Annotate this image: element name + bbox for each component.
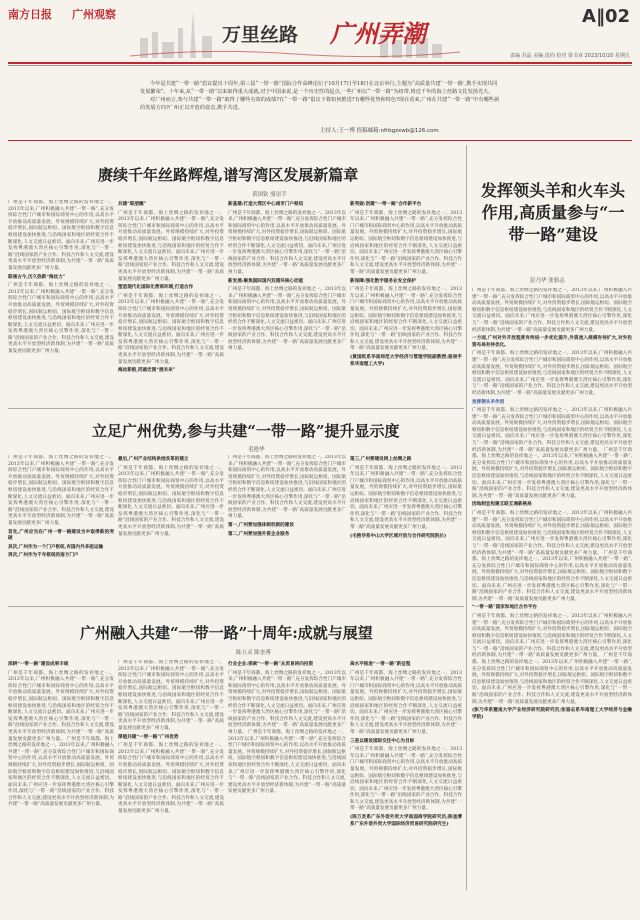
masthead-rule	[8, 62, 632, 64]
divider	[8, 408, 464, 409]
article2-note: (毛艳华系中山大学区域开放与合作研究院院长)	[350, 533, 447, 539]
sidebar-byline: 彭乃华 张骆志	[530, 278, 565, 284]
article3-subhead: 行业企业:探索“一带一路”从贸易转向投资	[228, 662, 314, 667]
editor-meta: 责编 苏晶 美编 段尚 校对 梁书章 2023/10/20 星期五	[510, 53, 630, 59]
host-contact: 主持人:王一博 投稿邮箱:nfrbgzxwb@126.com	[320, 128, 439, 134]
sidebar-subhead: 发挥领头羊作用	[472, 399, 505, 405]
sidebar-subhead: 因地制宜构建互联互通新格局	[472, 502, 532, 508]
article2-subhead: 第一,广州要加强体制机制的建设	[228, 522, 294, 528]
article3-col1: 深耕“一带一路”建设成果丰硕 广州是千年商都、海上丝绸之路的发祥地之一。2013年以来,广州积极融入共建“一带一路”,充分发挥综合性门户城市和国际商贸中心的作用,以高水平开放推动高质量发展。外贸规模持续扩大,对外投资稳步增长,国际航运枢纽、国际航空枢纽和数字信息枢纽建设加快推进,与沿线国家和地区的经贸合作不断深化,人文交流日益密切。面向未来,广州应进一步发挥粤港澳大湾区核心引擎作用,深化与“一带一路”沿线国家的产业合作、科技合作和人文交流,建设更高水平开放型经济新体制,为共建“一带一路”高质量发展贡献更多广州力量。 广州是千年商都、海上丝绸之路的发祥地之一。2013年以来,广州积极融入共建“一带一路”,充分发挥综合性门户城市和国际商贸中心的作用,以高水平开放推动高质量发展。外贸规模持续扩大,对外投资稳步增长,国际航运枢纽、国际航空枢纽和数字信息枢纽建设加快推进,与沿线国家和地区的经贸合作不断深化,人文交流日益密切。面向未来,广州应进一步发挥粤港澳大湾区核心引擎作用,深化与“一带一路”沿线国家的产业合作、科技合作和人文交流,建设更高水平开放型经济新体制,为共建“一带一路”高质量发展贡献更多广州力量。	[8, 662, 114, 808]
intro-block	[140, 80, 500, 112]
sidebar-body: 广州是千年商都、海上丝绸之路的发祥地之一。2013年以来,广州积极融入共建“一带一路”,充分发挥综合性门户城市和国际商贸中心的作用,以高水平开放推动高质量发展。外贸规模持续扩大,对外投资稳步增长,国际航运枢纽、国际航空枢纽和数字信息枢纽建设加快推进,与沿线国家和地区的经贸合作不断深化,人文交流日益密切。面向未来,广州应进一步发挥粤港澳大湾区核心引擎作用,深化与“一带一路”沿线国家的产业合作、科技合作和人文交流,建设更高水平开放型经济新体制,为共建“一带一路”高质量发展贡献更多广州力量。 一方面,广州对外开放程度有待进一步优化提升,外资流入规模有待扩大,对外投资布局有待优化。 广州是千年商都、海上丝绸之路的发祥地之一。2013年以来,广州积极融入共建“一带一路”,充分发挥综合性门户城市和国际商贸中心的作用,以高水平开放推动高质量发展。外贸规模持续扩大,对外投资稳步增长,国际航运枢纽、国际航空枢纽和数字信息枢纽建设加快推进,与沿线国家和地区的经贸合作不断深化,人文交流日益密切。面向未来,广州应进一步发挥粤港澳大湾区核心引擎作用,深化与“一带一路”沿线国家的产业合作、科技合作和人文交流,建设更高水平开放型经济新体制,为共建“一带一路”高质量发展贡献更多广州力量。 发挥领头羊作用 广州是千年商都、海上丝绸之路的发祥地之一。2013年以来,广州积极融入共建“一带一路”,充分发挥综合性门户城市和国际商贸中心的作用,以高水平开放推动高质量发展。外贸规模持续扩大,对外投资稳步增长,国际航运枢纽、国际航空枢纽和数字信息枢纽建设加快推进,与沿线国家和地区的经贸合作不断深化,人文交流日益密切。面向未来,广州应进一步发挥粤港澳大湾区核心引擎作用,深化与“一带一路”沿线国家的产业合作、科技合作和人文交流,建设更高水平开放型经济新体制,为共建“一带一路”高质量发展贡献更多广州力量。 广州是千年商都、海上丝绸之路的发祥地之一。2013年以来,广州积极融入共建“一带一路”,充分发挥综合性门户城市和国际商贸中心的作用,以高水平开放推动高质量发展。外贸规模持续扩大,对外投资稳步增长,国际航运枢纽、国际航空枢纽和数字信息枢纽建设加快推进,与沿线国家和地区的经贸合作不断深化,人文交流日益密切。面向未来,广州应进一步发挥粤港澳大湾区核心引擎作用,深化与“一带一路”沿线国家的产业合作、科技合作和人文交流,建设更高水平开放型经济新体制,为共建“一带一路”高质量发展贡献更多广州力量。 因地制宜构建互联互通新格局 广州是千年商都、海上丝绸之路的发祥地之一。2013年以来,广州积极融入共建“一带一路”,充分发挥综合性门户城市和国际商贸中心的作用,以高水平开放推动高质量发展。外贸规模持续扩大,对外投资稳步增长,国际航运枢纽、国际航空枢纽和数字信息枢纽建设加快推进,与沿线国家和地区的经贸合作不断深化,人文交流日益密切。面向未来,广州应进一步发挥粤港澳大湾区核心引擎作用,深化与“一带一路”沿线国家的产业合作、科技合作和人文交流,建设更高水平开放型经济新体制,为共建“一带一路”高质量发展贡献更多广州力量。 广州是千年商都、海上丝绸之路的发祥地之一。2013年以来,广州积极融入共建“一带一路”,充分发挥综合性门户城市和国际商贸中心的作用,以高水平开放推动高质量发展。外贸规模持续扩大,对外投资稳步增长,国际航运枢纽、国际航空枢纽和数字信息枢纽建设加快推进,与沿线国家和地区的经贸合作不断深化,人文交流日益密切。面向未来,广州应进一步发挥粤港澳大湾区核心引擎作用,深化与“一带一路”沿线国家的产业合作、科技合作和人文交流,建设更高水平开放型经济新体制,为共建“一带一路”高质量发展贡献更多广州力量。 “一带一路”国家和地区合作平台 广州是千年商都、海上丝绸之路的发祥地之一。2013年以来,广州积极融入共建“一带一路”,充分发挥综合性门户城市和国际商贸中心的作用,以高水平开放推动高质量发展。外贸规模持续扩大,对外投资稳步增长,国际航运枢纽、国际航空枢纽和数字信息枢纽建设加快推进,与沿线国家和地区的经贸合作不断深化,人文交流日益密切。面向未来,广州应进一步发挥粤港澳大湾区核心引擎作用,深化与“一带一路”沿线国家的产业合作、科技合作和人文交流,建设更高水平开放型经济新体制,为共建“一带一路”高质量发展贡献更多广州力量。 广州是千年商都、海上丝绸之路的发祥地之一。2013年以来,广州积极融入共建“一带一路”,充分发挥综合性门户城市和国际商贸中心的作用,以高水平开放推动高质量发展。外贸规模持续扩大,对外投资稳步增长,国际航运枢纽、国际航空枢纽和数字信息枢纽建设加快推进,与沿线国家和地区的经贸合作不断深化,人文交流日益密切。面向未来,广州应进一步发挥粤港澳大湾区核心引擎作用,深化与“一带一路”沿线国家的产业合作、科技合作和人文交流,建设更高水平开放型经济新体制,为共建“一带一路”高质量发展贡献更多广州力量。 (彭乃华系暨南大学产业经济研究院研究员;张骆志系华南理工大学经济与金融学院)	[472, 288, 632, 720]
article3-subhead: 厚植共建“一带一路”广州优势	[118, 734, 179, 740]
article2-col2: 最后,广州产业结构供给改革的建立 广州是千年商都、海上丝绸之路的发祥地之一。2013年以来,广州积极融入共建“一带一路”,充分发挥综合性门户城市和国际商贸中心的作用,以高水平开放推动高质量发展。外贸规模持续扩大,对外投资稳步增长,国际航运枢纽、国际航空枢纽和数字信息枢纽建设加快推进,与沿线国家和地区的经贸合作不断深化,人文交流日益密切。面向未来,广州应进一步发挥粤港澳大湾区核心引擎作用,深化与“一带一路”沿线国家的产业合作、科技合作和人文交流,建设更高水平开放型经济新体制,为共建“一带一路”高质量发展贡献更多广州力量。	[118, 457, 224, 537]
article1-subhead: 新突破:创建“一带一路”合作新平台	[350, 202, 422, 207]
sidebar-subhead: “一带一路”国家和地区合作平台	[472, 605, 538, 611]
article1-col4: 新突破:创建“一带一路”合作新平台 广州是千年商都、海上丝绸之路的发祥地之一。2013年以来,广州积极融入共建“一带一路”,充分发挥综合性门户城市和国际商贸中心的作用,以高水平开放推动高质量发展。外贸规模持续扩大,对外投资稳步增长,国际航运枢纽、国际航空枢纽和数字信息枢纽建设加快推进,与沿线国家和地区的经贸合作不断深化,人文交流日益密切。面向未来,广州应进一步发挥粤港澳大湾区核心引擎作用,深化与“一带一路”沿线国家的产业合作、科技合作和人文交流,建设更高水平开放型经济新体制,为共建“一带一路”高质量发展贡献更多广州力量。 新保障:强化数字服务业安全保护 广州是千年商都、海上丝绸之路的发祥地之一。2013年以来,广州积极融入共建“一带一路”,充分发挥综合性门户城市和国际商贸中心的作用,以高水平开放推动高质量发展。外贸规模持续扩大,对外投资稳步增长,国际航运枢纽、国际航空枢纽和数字信息枢纽建设加快推进,与沿线国家和地区的经贸合作不断深化,人文交流日益密切。面向未来,广州应进一步发挥粤港澳大湾区核心引擎作用,深化与“一带一路”沿线国家的产业合作、科技合作和人文交流,建设更高水平开放型经济新体制,为共建“一带一路”高质量发展贡献更多广州力量。 (黄国钦系华南师范大学经济与管理学院副教授;骆崇手系华南理工大学)	[350, 202, 462, 367]
article3-subhead: 三是以建设国际交往中心为目标	[350, 738, 415, 744]
divider	[8, 606, 464, 607]
article1-subhead: 共建“联朋圈”	[118, 202, 147, 207]
article2-subhead: 第二,广州要加强外资企业服务	[228, 531, 290, 537]
article2-subhead: 第三,广州要建设网上丝绸之路	[350, 457, 412, 462]
section-name: 广州观察	[72, 8, 116, 21]
article1-col2: 共建“联朋圈” 广州是千年商都、海上丝绸之路的发祥地之一。2013年以来,广州积极融入共建“一带一路”,充分发挥综合性门户城市和国际商贸中心的作用,以高水平开放推动高质量发展。外贸规模持续扩大,对外投资稳步增长,国际航运枢纽、国际航空枢纽和数字信息枢纽建设加快推进,与沿线国家和地区的经贸合作不断深化,人文交流日益密切。面向未来,广州应进一步发挥粤港澳大湾区核心引擎作用,深化与“一带一路”沿线国家的产业合作、科技合作和人文交流,建设更高水平开放型经济新体制,为共建“一带一路”高质量发展贡献更多广州力量。 塑造现代化国际化营商环境,打造合作 广州是千年商都、海上丝绸之路的发祥地之一。2013年以来,广州积极融入共建“一带一路”,充分发挥综合性门户城市和国际商贸中心的作用,以高水平开放推动高质量发展。外贸规模持续扩大,对外投资稳步增长,国际航运枢纽、国际航空枢纽和数字信息枢纽建设加快推进,与沿线国家和地区的经贸合作不断深化,人文交流日益密切。面向未来,广州应进一步发挥粤港澳大湾区核心引擎作用,深化与“一带一路”沿线国家的产业合作、科技合作和人文交流,建设更高水平开放型经济新体制,为共建“一带一路”高质量发展贡献更多广州力量。 海丝新韵,同画宏图“展未来”	[118, 202, 224, 374]
article2-subhead: 首先,广州应当在广州一带一路建设当中取得新的突破	[8, 529, 114, 542]
article2-byline: 毛艳华	[248, 447, 265, 453]
article2-headline: 立足广州优势,参与共建“一带一路”提升显示度	[92, 422, 400, 440]
page-theme-title-accent: 广州弄潮	[330, 19, 426, 48]
article2-subhead: 最后,广州产业结构供给改革的建立	[118, 457, 189, 462]
masthead-rule-thin	[8, 65, 632, 66]
column-divider	[466, 145, 467, 890]
article2-subhead: 再次,广州作为千年枢纽的南方门户	[8, 553, 79, 559]
page-number: A‖02	[582, 6, 630, 27]
article1-col1: 广州是千年商都、海上丝绸之路的发祥地之一。2013年以来,广州积极融入共建“一带一路”,充分发挥综合性门户城市和国际商贸中心的作用,以高水平开放推动高质量发展。外贸规模持续扩大,对外投资稳步增长,国际航运枢纽、国际航空枢纽和数字信息枢纽建设加快推进,与沿线国家和地区的经贸合作不断深化,人文交流日益密切。面向未来,广州应进一步发挥粤港澳大湾区核心引擎作用,深化与“一带一路”沿线国家的产业合作、科技合作和人文交流,建设更高水平开放型经济新体制,为共建“一带一路”高质量发展贡献更多广州力量。 联通古今,历久弥新“海丝力” 广州是千年商都、海上丝绸之路的发祥地之一。2013年以来,广州积极融入共建“一带一路”,充分发挥综合性门户城市和国际商贸中心的作用,以高水平开放推动高质量发展。外贸规模持续扩大,对外投资稳步增长,国际航运枢纽、国际航空枢纽和数字信息枢纽建设加快推进,与沿线国家和地区的经贸合作不断深化,人文交流日益密切。面向未来,广州应进一步发挥粤港澳大湾区核心引擎作用,深化与“一带一路”沿线国家的产业合作、科技合作和人文交流,建设更高水平开放型经济新体制,为共建“一带一路”高质量发展贡献更多广州力量。	[8, 200, 114, 355]
article1-subhead: 塑造现代化国际化营商环境,打造合作	[118, 285, 194, 291]
sidebar-note: (彭乃华系暨南大学产业经济研究院研究员;张骆志系华南理工大学经济与金融学院)	[472, 708, 632, 720]
divider	[8, 140, 632, 141]
article1-col3: 新基建:打造大湾区中心城市门户枢纽 广州是千年商都、海上丝绸之路的发祥地之一。2013年以来,广州积极融入共建“一带一路”,充分发挥综合性门户城市和国际商贸中心的作用,以高水平开放推动高质量发展。外贸规模持续扩大,对外投资稳步增长,国际航运枢纽、国际航空枢纽和数字信息枢纽建设加快推进,与沿线国家和地区的经贸合作不断深化,人文交流日益密切。面向未来,广州应进一步发挥粤港澳大湾区核心引擎作用,深化与“一带一路”沿线国家的产业合作、科技合作和人文交流,建设更高水平开放型经济新体制,为共建“一带一路”高质量发展贡献更多广州力量。 新发展:聚焦国际国内双循环核心动能 广州是千年商都、海上丝绸之路的发祥地之一。2013年以来,广州积极融入共建“一带一路”,充分发挥综合性门户城市和国际商贸中心的作用,以高水平开放推动高质量发展。外贸规模持续扩大,对外投资稳步增长,国际航运枢纽、国际航空枢纽和数字信息枢纽建设加快推进,与沿线国家和地区的经贸合作不断深化,人文交流日益密切。面向未来,广州应进一步发挥粤港澳大湾区核心引擎作用,深化与“一带一路”沿线国家的产业合作、科技合作和人文交流,建设更高水平开放型经济新体制,为共建“一带一路”高质量发展贡献更多广州力量。	[228, 202, 346, 352]
sidebar-subhead: 一方面,广州对外开放程度有待进一步优化提升,外资流入规模有待扩大,对外投资布局有待优化。	[472, 336, 632, 348]
newspaper-logo: 南方日报	[8, 8, 52, 21]
article2-col3: 广州是千年商都、海上丝绸之路的发祥地之一。2013年以来,广州积极融入共建“一带一路”,充分发挥综合性门户城市和国际商贸中心的作用,以高水平开放推动高质量发展。外贸规模持续扩大,对外投资稳步增长,国际航运枢纽、国际航空枢纽和数字信息枢纽建设加快推进,与沿线国家和地区的经贸合作不断深化,人文交流日益密切。面向未来,广州应进一步发挥粤港澳大湾区核心引擎作用,深化与“一带一路”沿线国家的产业合作、科技合作和人文交流,建设更高水平开放型经济新体制,为共建“一带一路”高质量发展贡献更多广州力量。 第一,广州要加强体制机制的建设 第二,广州要加强外资企业服务	[228, 455, 346, 537]
article3-col2: 广州是千年商都、海上丝绸之路的发祥地之一。2013年以来,广州积极融入共建“一带一路”,充分发挥综合性门户城市和国际商贸中心的作用,以高水平开放推动高质量发展。外贸规模持续扩大,对外投资稳步增长,国际航运枢纽、国际航空枢纽和数字信息枢纽建设加快推进,与沿线国家和地区的经贸合作不断深化,人文交流日益密切。面向未来,广州应进一步发挥粤港澳大湾区核心引擎作用,深化与“一带一路”沿线国家的产业合作、科技合作和人文交流,建设更高水平开放型经济新体制,为共建“一带一路”高质量发展贡献更多广州力量。 厚植共建“一带一路”广州优势 广州是千年商都、海上丝绸之路的发祥地之一。2013年以来,广州积极融入共建“一带一路”,充分发挥综合性门户城市和国际商贸中心的作用,以高水平开放推动高质量发展。外贸规模持续扩大,对外投资稳步增长,国际航运枢纽、国际航空枢纽和数字信息枢纽建设加快推进,与沿线国家和地区的经贸合作不断深化,人文交流日益密切。面向未来,广州应进一步发挥粤港澳大湾区核心引擎作用,深化与“一带一路”沿线国家的产业合作、科技合作和人文交流,建设更高水平开放型经济新体制,为共建“一带一路”高质量发展贡献更多广州力量。	[118, 660, 224, 815]
article1-subhead: 联通古今,历久弥新“海丝力”	[8, 274, 66, 280]
article2-subhead: 其次,广州作为一个门户枢纽,有国内外多能运输	[8, 544, 104, 550]
article3-subhead: 深耕“一带一路”建设成果丰硕	[8, 662, 69, 667]
article2-col1: 广州是千年商都、海上丝绸之路的发祥地之一。2013年以来,广州积极融入共建“一带一路”,充分发挥综合性门户城市和国际商贸中心的作用,以高水平开放推动高质量发展。外贸规模持续扩大,对外投资稳步增长,国际航运枢纽、国际航空枢纽和数字信息枢纽建设加快推进,与沿线国家和地区的经贸合作不断深化,人文交流日益密切。面向未来,广州应进一步发挥粤港澳大湾区核心引擎作用,深化与“一带一路”沿线国家的产业合作、科技合作和人文交流,建设更高水平开放型经济新体制,为共建“一带一路”高质量发展贡献更多广州力量。 首先,广州应当在广州一带一路建设当中取得新的突破 其次,广州作为一个门户枢纽,有国内外多能运输 再次,广州作为千年枢纽的南方门户	[8, 455, 114, 559]
article1-subhead: 海丝新韵,同画宏图“展未来”	[118, 368, 176, 374]
article1-subhead: 新基建:打造大湾区中心城市门户枢纽	[228, 202, 304, 207]
article3-byline: 陈万灵 陈奎溥	[236, 650, 271, 656]
article1-subhead: 新保障:强化数字服务业安全保护	[350, 278, 417, 284]
article2-col4: 第三,广州要建设网上丝绸之路 广州是千年商都、海上丝绸之路的发祥地之一。2013年以来,广州积极融入共建“一带一路”,充分发挥综合性门户城市和国际商贸中心的作用,以高水平开放推动高质量发展。外贸规模持续扩大,对外投资稳步增长,国际航运枢纽、国际航空枢纽和数字信息枢纽建设加快推进,与沿线国家和地区的经贸合作不断深化,人文交流日益密切。面向未来,广州应进一步发挥粤港澳大湾区核心引擎作用,深化与“一带一路”沿线国家的产业合作、科技合作和人文交流,建设更高水平开放型经济新体制,为共建“一带一路”高质量发展贡献更多广州力量。 (毛艳华系中山大学区域开放与合作研究院院长)	[350, 457, 462, 539]
article1-subhead: 新发展:聚焦国际国内双循环核心动能	[228, 278, 304, 284]
intro-paragraph: 今年是共建“一带一路”倡议提出十周年,第三届“一带一路”国际合作高峰论坛于10月17日至18日在北京举行,主题为“高质量共建‘一带一路’,携手实现共同发展繁荣”。十年来,从“一带一路”以来取得重大成就,对于中国来说,是一个历史性的起点,一些广州以“一带一路”为纽带,将近千年的海上丝路文化发扬光大。	[140, 81, 498, 95]
article1-byline: 黄国钦 骆崇手	[252, 192, 287, 198]
article3-col3: 行业企业:探索“一带一路”从贸易转向投资 广州是千年商都、海上丝绸之路的发祥地之一。2013年以来,广州积极融入共建“一带一路”,充分发挥综合性门户城市和国际商贸中心的作用,以高水平开放推动高质量发展。外贸规模持续扩大,对外投资稳步增长,国际航运枢纽、国际航空枢纽和数字信息枢纽建设加快推进,与沿线国家和地区的经贸合作不断深化,人文交流日益密切。面向未来,广州应进一步发挥粤港澳大湾区核心引擎作用,深化与“一带一路”沿线国家的产业合作、科技合作和人文交流,建设更高水平开放型经济新体制,为共建“一带一路”高质量发展贡献更多广州力量。 广州是千年商都、海上丝绸之路的发祥地之一。2013年以来,广州积极融入共建“一带一路”,充分发挥综合性门户城市和国际商贸中心的作用,以高水平开放推动高质量发展。外贸规模持续扩大,对外投资稳步增长,国际航运枢纽、国际航空枢纽和数字信息枢纽建设加快推进,与沿线国家和地区的经贸合作不断深化,人文交流日益密切。面向未来,广州应进一步发挥粤港澳大湾区核心引擎作用,深化与“一带一路”沿线国家的产业合作、科技合作和人文交流,建设更高水平开放型经济新体制,为共建“一带一路”高质量发展贡献更多广州力量。	[228, 662, 346, 795]
page-theme-title: 万里丝路	[222, 24, 299, 46]
sidebar-headline: 发挥领头羊和火车头作用,高质量参与“一带一路”建设	[480, 181, 625, 244]
article1-headline: 赓续千年丝路辉煌,谱写湾区发展新篇章	[98, 166, 359, 184]
article3-headline: 广州融入共建“一带一路”十周年:成就与展望	[80, 624, 373, 642]
article1-note: (黄国钦系华南师范大学经济与管理学院副教授;骆崇手系华南理工大学)	[350, 355, 462, 367]
article3-col4: 高水平推进“一带一路”新征程 广州是千年商都、海上丝绸之路的发祥地之一。2013年以来,广州积极融入共建“一带一路”,充分发挥综合性门户城市和国际商贸中心的作用,以高水平开放推动高质量发展。外贸规模持续扩大,对外投资稳步增长,国际航运枢纽、国际航空枢纽和数字信息枢纽建设加快推进,与沿线国家和地区的经贸合作不断深化,人文交流日益密切。面向未来,广州应进一步发挥粤港澳大湾区核心引擎作用,深化与“一带一路”沿线国家的产业合作、科技合作和人文交流,建设更高水平开放型经济新体制,为共建“一带一路”高质量发展贡献更多广州力量。 三是以建设国际交往中心为目标 广州是千年商都、海上丝绸之路的发祥地之一。2013年以来,广州积极融入共建“一带一路”,充分发挥综合性门户城市和国际商贸中心的作用,以高水平开放推动高质量发展。外贸规模持续扩大,对外投资稳步增长,国际航运枢纽、国际航空枢纽和数字信息枢纽建设加快推进,与沿线国家和地区的经贸合作不断深化,人文交流日益密切。面向未来,广州应进一步发挥粤港澳大湾区核心引擎作用,深化与“一带一路”沿线国家的产业合作、科技合作和人文交流,建设更高水平开放型经济新体制,为共建“一带一路”高质量发展贡献更多广州力量。 (陈万灵系广东外语外贸大学南国商学院研究员;陈奎溥系广东外语外贸大学国际经济贸易研究院研究生)	[350, 662, 462, 827]
article3-note: (陈万灵系广东外语外贸大学南国商学院研究员;陈奎溥系广东外语外贸大学国际经济贸易研究院研究生)	[350, 815, 462, 827]
intro-paragraph-2: 对广州而言,参与共建“一带一路”取得了哪些有效的成绩?在“一带一路”倡议下将如何推进?有哪些优势和特色?现在看来,广州在共建“一带一路”中有哪些新的发展方向?广州正以开放的姿态,携手共进。	[140, 97, 500, 111]
article3-subhead: 高水平推进“一带一路”新征程	[350, 662, 411, 667]
